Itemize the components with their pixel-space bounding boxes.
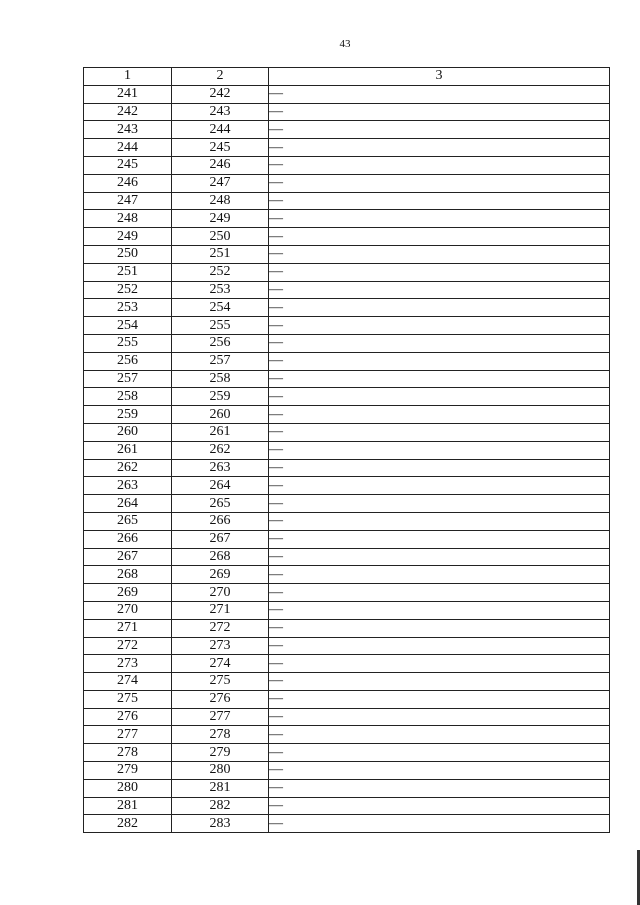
- table-row: [84, 334, 610, 352]
- table-cell-col2: 277: [172, 708, 269, 726]
- table-cell-col1: 281: [84, 797, 172, 815]
- table-cell-col3: —: [269, 423, 610, 441]
- table-row: [84, 388, 610, 406]
- table-cell-col2: 264: [172, 477, 269, 495]
- table-cell-col1: 257: [84, 370, 172, 388]
- page-number: 43: [339, 38, 351, 50]
- table-cell-col1: 242: [84, 103, 172, 121]
- table-row: [84, 673, 610, 691]
- table-cell-col1: 279: [84, 762, 172, 780]
- table-row: [84, 459, 610, 477]
- table-cell-col1: 258: [84, 388, 172, 406]
- table-cell-col1: 263: [84, 477, 172, 495]
- table-cell-col3: —: [269, 530, 610, 548]
- table-cell-col1: 280: [84, 779, 172, 797]
- table-cell-col1: 264: [84, 495, 172, 513]
- table-row: [84, 121, 610, 139]
- table-cell-col2: 262: [172, 441, 269, 459]
- table-cell-col1: 245: [84, 156, 172, 174]
- table-cell-col1: 270: [84, 601, 172, 619]
- table-cell-col1: 252: [84, 281, 172, 299]
- table-row: [84, 601, 610, 619]
- table-cell-col2: 254: [172, 299, 269, 317]
- table-cell-col3: —: [269, 441, 610, 459]
- table-cell-col3: —: [269, 601, 610, 619]
- table-cell-col3: —: [269, 156, 610, 174]
- table-cell-col2: 281: [172, 779, 269, 797]
- table-cell-col1: 254: [84, 317, 172, 335]
- table-cell-col3: —: [269, 281, 610, 299]
- table-cell-col3: —: [269, 655, 610, 673]
- column-header-1: 1: [84, 68, 172, 86]
- table-row: [84, 584, 610, 602]
- table-row: [84, 512, 610, 530]
- table-cell-col2: 245: [172, 139, 269, 157]
- table-cell-col2: 267: [172, 530, 269, 548]
- table-cell-col1: 272: [84, 637, 172, 655]
- table-cell-col3: —: [269, 815, 610, 833]
- table-cell-col3: —: [269, 477, 610, 495]
- table-cell-col1: 246: [84, 174, 172, 192]
- table-cell-col1: 253: [84, 299, 172, 317]
- table-row: [84, 566, 610, 584]
- table-row: [84, 423, 610, 441]
- table-row: [84, 156, 610, 174]
- table-cell-col2: 247: [172, 174, 269, 192]
- table-cell-col2: 278: [172, 726, 269, 744]
- table-cell-col1: 255: [84, 334, 172, 352]
- table-cell-col2: 280: [172, 762, 269, 780]
- table-cell-col3: —: [269, 388, 610, 406]
- column-header-3: 3: [269, 68, 610, 86]
- table-cell-col2: 266: [172, 512, 269, 530]
- table-cell-col2: 243: [172, 103, 269, 121]
- table-cell-col3: —: [269, 121, 610, 139]
- table-cell-col1: 249: [84, 228, 172, 246]
- table-cell-col3: —: [269, 85, 610, 103]
- table-cell-col1: 260: [84, 423, 172, 441]
- table-cell-col3: —: [269, 690, 610, 708]
- table-cell-col2: 258: [172, 370, 269, 388]
- table-cell-col2: 268: [172, 548, 269, 566]
- table-cell-col3: —: [269, 352, 610, 370]
- table-cell-col1: 274: [84, 673, 172, 691]
- table-cell-col2: 255: [172, 317, 269, 335]
- table-cell-col2: 246: [172, 156, 269, 174]
- table-cell-col1: 266: [84, 530, 172, 548]
- table-row: [84, 530, 610, 548]
- table-cell-col1: 248: [84, 210, 172, 228]
- table-body: [84, 85, 610, 832]
- table-cell-col1: 241: [84, 85, 172, 103]
- table-cell-col3: —: [269, 779, 610, 797]
- table-cell-col3: —: [269, 245, 610, 263]
- table-row: [84, 477, 610, 495]
- table-cell-col2: 256: [172, 334, 269, 352]
- table-cell-col3: —: [269, 228, 610, 246]
- table-cell-col3: —: [269, 797, 610, 815]
- table-cell-col1: 268: [84, 566, 172, 584]
- table-row: [84, 210, 610, 228]
- table-row: [84, 548, 610, 566]
- table-row: [84, 726, 610, 744]
- table-cell-col2: 257: [172, 352, 269, 370]
- table-cell-col1: 271: [84, 619, 172, 637]
- table-header: [84, 68, 610, 86]
- table-cell-col3: —: [269, 762, 610, 780]
- table-cell-col2: 279: [172, 744, 269, 762]
- table-row: [84, 744, 610, 762]
- column-header-2: 2: [172, 68, 269, 86]
- table-cell-col3: —: [269, 637, 610, 655]
- table-cell-col3: —: [269, 174, 610, 192]
- table-cell-col2: 242: [172, 85, 269, 103]
- table-cell-col3: —: [269, 406, 610, 424]
- table-cell-col3: —: [269, 744, 610, 762]
- table-cell-col3: —: [269, 673, 610, 691]
- table-cell-col3: —: [269, 192, 610, 210]
- table-row: [84, 779, 610, 797]
- table-cell-col3: —: [269, 548, 610, 566]
- table-cell-col2: 260: [172, 406, 269, 424]
- table-cell-col2: 249: [172, 210, 269, 228]
- table-cell-col2: 265: [172, 495, 269, 513]
- table-cell-col2: 244: [172, 121, 269, 139]
- table-cell-col1: 278: [84, 744, 172, 762]
- table-row: [84, 352, 610, 370]
- table-cell-col3: —: [269, 726, 610, 744]
- table-cell-col3: —: [269, 299, 610, 317]
- table-cell-col1: 261: [84, 441, 172, 459]
- table-cell-col3: —: [269, 210, 610, 228]
- table-row: [84, 655, 610, 673]
- table-cell-col1: 251: [84, 263, 172, 281]
- table-row: [84, 103, 610, 121]
- table-row: [84, 263, 610, 281]
- table-row: [84, 762, 610, 780]
- table-cell-col3: —: [269, 370, 610, 388]
- table-row: [84, 192, 610, 210]
- table-cell-col1: 244: [84, 139, 172, 157]
- table-cell-col1: 247: [84, 192, 172, 210]
- table-cell-col2: 274: [172, 655, 269, 673]
- table-cell-col2: 272: [172, 619, 269, 637]
- table-cell-col3: —: [269, 619, 610, 637]
- table-row: [84, 370, 610, 388]
- table-cell-col1: 276: [84, 708, 172, 726]
- table-cell-col1: 275: [84, 690, 172, 708]
- table-row: [84, 174, 610, 192]
- table-cell-col2: 271: [172, 601, 269, 619]
- table-cell-col1: 250: [84, 245, 172, 263]
- table-cell-col3: —: [269, 584, 610, 602]
- table-cell-col2: 263: [172, 459, 269, 477]
- table-cell-col2: 275: [172, 673, 269, 691]
- table-row: [84, 637, 610, 655]
- table-row: [84, 245, 610, 263]
- table-row: [84, 299, 610, 317]
- table-cell-col1: 282: [84, 815, 172, 833]
- data-table: [83, 67, 610, 833]
- table-cell-col2: 248: [172, 192, 269, 210]
- table-cell-col1: 243: [84, 121, 172, 139]
- table-cell-col3: —: [269, 459, 610, 477]
- table-cell-col2: 269: [172, 566, 269, 584]
- table-cell-col2: 270: [172, 584, 269, 602]
- table-row: [84, 228, 610, 246]
- table-cell-col1: 267: [84, 548, 172, 566]
- table-cell-col1: 259: [84, 406, 172, 424]
- table-cell-col3: —: [269, 708, 610, 726]
- table-row: [84, 619, 610, 637]
- table-cell-col3: —: [269, 139, 610, 157]
- table-cell-col2: 261: [172, 423, 269, 441]
- table-cell-col2: 250: [172, 228, 269, 246]
- table-row: [84, 139, 610, 157]
- table-row: [84, 317, 610, 335]
- table-cell-col2: 252: [172, 263, 269, 281]
- table-cell-col2: 259: [172, 388, 269, 406]
- table-row: [84, 690, 610, 708]
- table-row: [84, 406, 610, 424]
- table-cell-col2: 276: [172, 690, 269, 708]
- table-cell-col3: —: [269, 495, 610, 513]
- table-cell-col3: —: [269, 317, 610, 335]
- table-row: [84, 495, 610, 513]
- table-cell-col2: 282: [172, 797, 269, 815]
- table-cell-col3: —: [269, 263, 610, 281]
- table-cell-col1: 262: [84, 459, 172, 477]
- table-row: [84, 815, 610, 833]
- table-row: [84, 797, 610, 815]
- table-row: [84, 708, 610, 726]
- table-cell-col3: —: [269, 512, 610, 530]
- table-cell-col3: —: [269, 566, 610, 584]
- table-header-row: [84, 68, 610, 86]
- table-cell-col3: —: [269, 334, 610, 352]
- table-cell-col2: 273: [172, 637, 269, 655]
- table-cell-col1: 265: [84, 512, 172, 530]
- table-cell-col1: 277: [84, 726, 172, 744]
- table-row: [84, 281, 610, 299]
- table-cell-col2: 253: [172, 281, 269, 299]
- table-cell-col1: 273: [84, 655, 172, 673]
- table-cell-col2: 283: [172, 815, 269, 833]
- table-cell-col1: 256: [84, 352, 172, 370]
- table-cell-col2: 251: [172, 245, 269, 263]
- table-cell-col3: —: [269, 103, 610, 121]
- table-cell-col1: 269: [84, 584, 172, 602]
- table-row: [84, 85, 610, 103]
- table-row: [84, 441, 610, 459]
